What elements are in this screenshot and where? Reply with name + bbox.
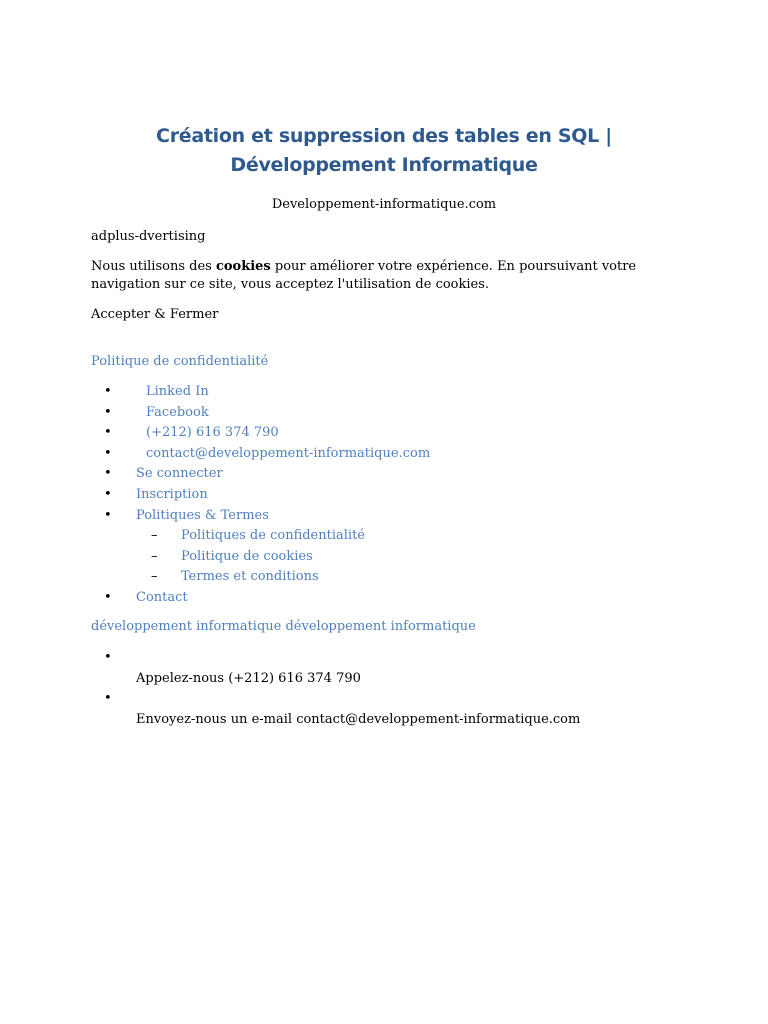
footer-link-paragraph — [91, 618, 651, 636]
phone-link[interactable]: (+212) 616 374 790 — [146, 425, 279, 441]
bullet-icon: • — [104, 466, 112, 482]
bullet-icon: • — [104, 486, 112, 502]
bullet-icon: • — [104, 650, 112, 665]
email-label: Envoyez-nous un e-mail — [136, 711, 297, 727]
privacy-policies-link[interactable]: Politiques de confidentialité — [181, 528, 365, 544]
privacy-policy-link[interactable] — [91, 353, 651, 371]
accept-close-button[interactable]: Accepter & Fermer — [91, 307, 219, 322]
email-text — [136, 710, 580, 731]
bullet-icon: • — [104, 691, 112, 706]
phone-text — [136, 669, 361, 690]
cookie-notice-after: pour améliorer votre expérience. En poursuivant votre navigation sur ce site, vous acceptez l'utilisation de cookies. — [91, 259, 637, 292]
bullet-icon: • — [104, 589, 112, 605]
contact-link[interactable]: Contact — [136, 589, 188, 605]
terms-conditions-link[interactable]: Termes et conditions — [181, 569, 319, 585]
page-title: Création et suppression des tables en SQL | Développement Informatique — [156, 125, 612, 176]
privacy-policy-link-text[interactable]: Politique de confidentialité — [91, 354, 269, 369]
bullet-icon: • — [104, 404, 112, 420]
facebook-link[interactable]: Facebook — [146, 404, 209, 420]
bullet-icon: • — [104, 384, 112, 399]
cookie-notice-bold: cookies — [215, 259, 271, 274]
email-link[interactable]: contact@developpement-informatique.com — [146, 445, 431, 461]
signup-link[interactable]: Inscription — [136, 486, 208, 502]
bullet-icon: • — [104, 425, 112, 441]
dash-icon: – — [151, 569, 158, 585]
phone-label: Appelez-nous — [136, 670, 229, 686]
phone-number[interactable]: (+212) 616 374 790 — [228, 670, 361, 686]
cookie-notice — [91, 258, 651, 294]
site-name: Developpement-informatique.com — [271, 197, 497, 212]
policies-terms-link[interactable]: Politiques & Termes — [136, 507, 269, 523]
dash-icon: – — [151, 548, 158, 564]
cookie-notice-before: Nous utilisons des — [91, 259, 216, 274]
cookie-policy-link[interactable]: Politique de cookies — [181, 548, 313, 564]
email-address[interactable]: contact@developpement-informatique.com — [296, 711, 581, 727]
ad-label: adplus-dvertising — [91, 229, 206, 244]
login-link[interactable]: Se connecter — [136, 466, 223, 482]
footer-brand-link[interactable]: développement informatique développement informatique — [91, 619, 476, 634]
linkedin-link[interactable]: Linked In — [146, 384, 209, 399]
dash-icon: – — [151, 528, 158, 544]
bullet-icon: • — [104, 507, 112, 523]
bullet-icon: • — [104, 445, 112, 461]
